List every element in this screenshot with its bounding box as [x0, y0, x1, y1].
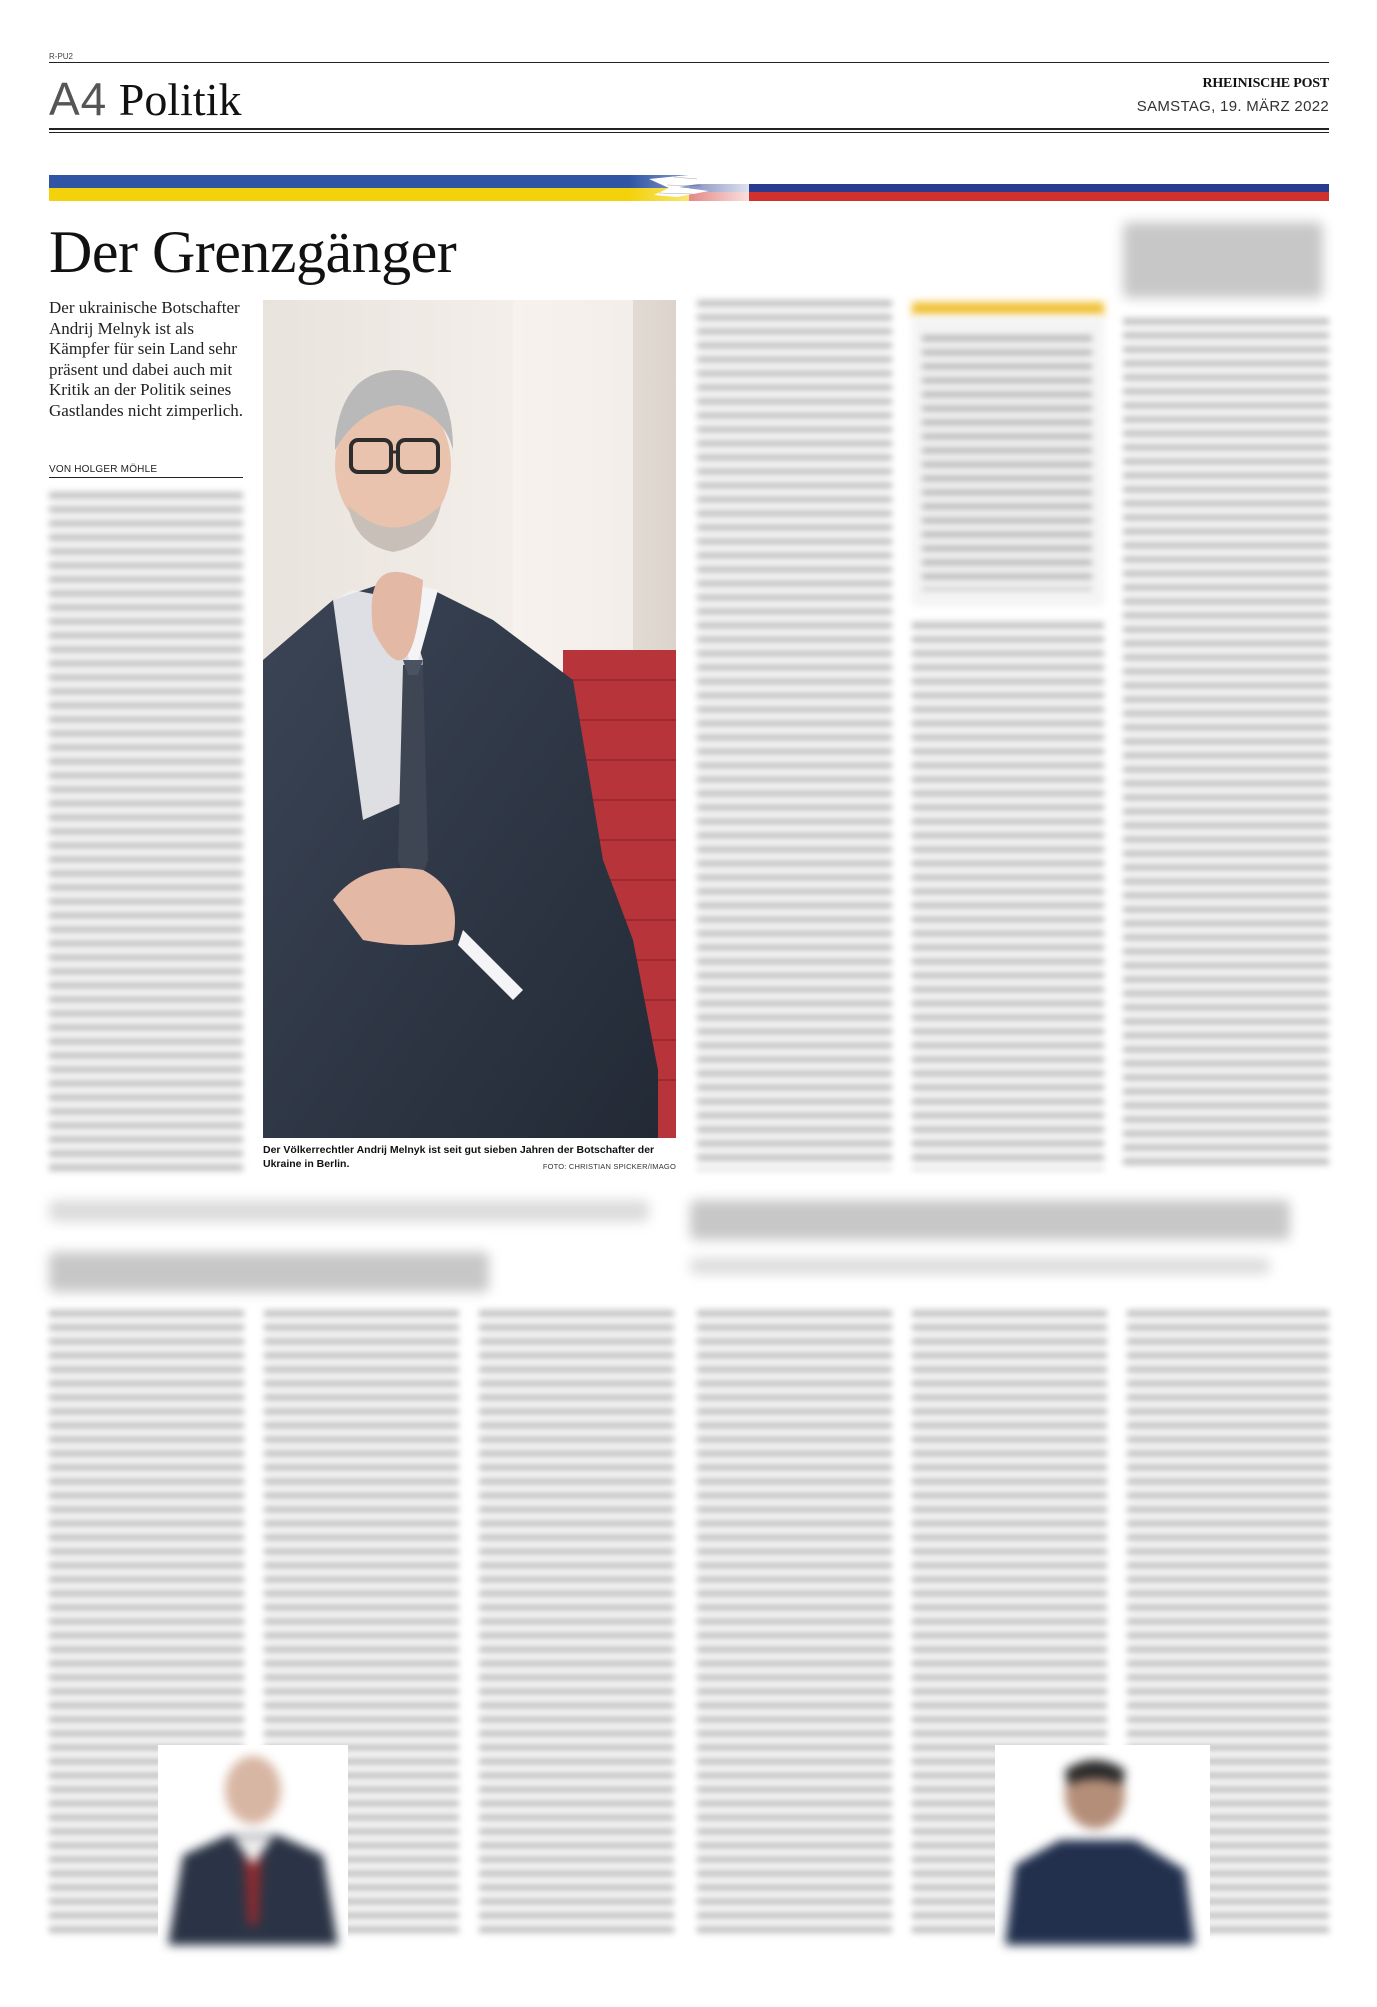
body-text-column-3	[912, 622, 1104, 1170]
header-bottom-rule-thin	[49, 132, 1329, 133]
info-box-header	[912, 302, 1104, 316]
photo-caption: Der Völkerrechtler Andrij Melnyk ist seit gut sieben Jahren der Botschafter der Ukraine in Berlin.	[263, 1144, 655, 1170]
section-name: Politik	[118, 74, 242, 125]
page-section-label	[49, 73, 242, 125]
lower-left-column-3	[479, 1310, 674, 1940]
body-text-column-2	[697, 300, 892, 1170]
header-top-rule	[49, 62, 1329, 63]
flag-band	[49, 173, 1329, 203]
lower-left-headline	[49, 1252, 489, 1292]
page-number: A4	[49, 73, 108, 125]
portrait-illustration	[263, 300, 676, 1138]
info-box-text	[922, 335, 1092, 590]
article-byline: VON HOLGER MÖHLE	[49, 464, 243, 478]
photo-credit: FOTO: CHRISTIAN SPICKER/IMAGO	[542, 1162, 676, 1171]
newspaper-name: RHEINISCHE POST	[1202, 76, 1329, 91]
lower-right-column-1	[697, 1310, 892, 1940]
lower-right-headline	[690, 1200, 1290, 1240]
lower-left-teaser	[49, 1200, 649, 1222]
lower-right-teaser	[690, 1258, 1270, 1274]
flag-band-graphic	[49, 173, 1329, 203]
body-text-column-4	[1123, 318, 1329, 1170]
article-headline: Der Grenzgänger	[49, 219, 457, 285]
issue-date: SAMSTAG, 19. MÄRZ 2022	[1136, 98, 1329, 115]
header-bottom-rule	[49, 128, 1329, 130]
side-column-quote	[1123, 222, 1323, 298]
portrait-photo	[263, 300, 676, 1138]
lower-right-portrait	[995, 1745, 1210, 1945]
body-text-column-1	[49, 492, 243, 1172]
article-lede: Der ukrainische Botschafter Andrij Melnyk ist als Kämpfer für sein Land sehr präsent und dabei auch mit Kritik an der Politik seines Gastlandes nicht zimperlich.	[49, 298, 244, 420]
edition-code: R-PU2	[49, 52, 74, 61]
lower-left-portrait	[158, 1745, 348, 1945]
